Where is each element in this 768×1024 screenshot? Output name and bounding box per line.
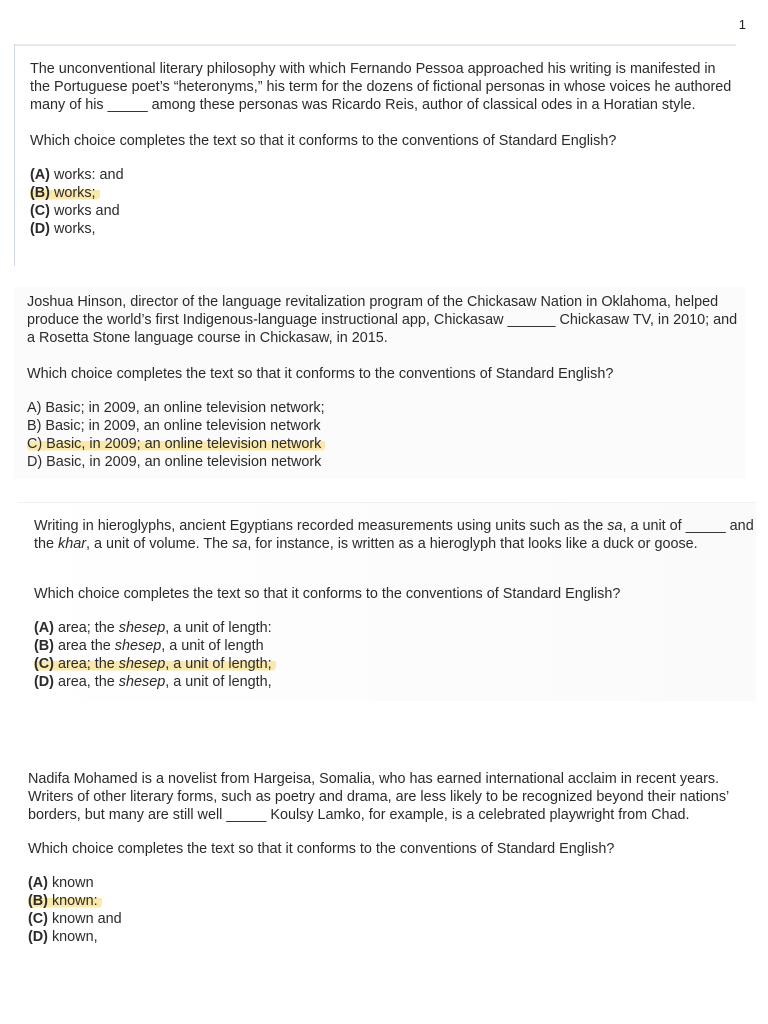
passage-text: , a unit of _____ and the: [34, 518, 754, 552]
option-text: area; the: [53, 620, 119, 636]
highlight-mark: [28, 893, 102, 909]
highlight-mark: [34, 656, 276, 672]
answer-option-c[interactable]: [30, 202, 736, 220]
option-letter: (C): [34, 656, 54, 672]
passage-text: , for instance, is written as a hieroglyph that looks like a duck or goose.: [247, 536, 698, 552]
answer-option-c[interactable]: [27, 435, 745, 453]
option-text: , a unit of length,: [165, 674, 272, 690]
option-text: , a unit of length;: [165, 656, 272, 672]
answer-option-d[interactable]: [30, 220, 736, 238]
answer-option-a[interactable]: [28, 874, 746, 892]
option-text: area; the: [53, 656, 119, 672]
option-text: known:: [47, 893, 98, 909]
question-2-prompt: Which choice completes the text so that it conforms to the conventions of Standard English?: [27, 366, 614, 382]
passage-term: sa: [232, 536, 248, 552]
option-text: works;: [49, 185, 96, 201]
answer-option-b[interactable]: [34, 637, 756, 655]
question-3: [18, 502, 756, 701]
option-text: area the: [53, 638, 115, 654]
option-letter: (D): [30, 221, 50, 237]
option-text: works,: [49, 221, 96, 237]
question-4-passage: Nadifa Mohamed is a novelist from Hargeisa, Somalia, who has earned international acclaim in recent years. Writers of other literary forms, such as poetry and drama, are less likely to be recognized beyond their nations’ borders, but many are still well _____ Koulsy Lamko, for example, is a celebrated playwright from Chad.: [28, 771, 729, 823]
question-3-options: [34, 619, 756, 691]
option-text: , a unit of length: [161, 638, 264, 654]
option-term: shesep: [118, 656, 166, 672]
question-2-options: [27, 399, 745, 471]
answer-option-a[interactable]: A) Basic; in 2009, an online television network;: [27, 400, 325, 416]
option-letter: (D): [28, 929, 48, 945]
question-3-passage: [34, 517, 756, 553]
option-term: shesep: [118, 620, 166, 636]
highlight-mark: [30, 185, 100, 201]
option-letter: (A): [34, 620, 54, 636]
answer-option-b[interactable]: [28, 892, 746, 910]
question-2-passage: Joshua Hinson, director of the language revitalization program of the Chickasaw Nation in Oklahoma, helped produce the world’s first Indigenous-language instructional app, Chickasaw ______ Chickasaw TV, in 2010; and a Rosetta Stone language course in Chickasaw, in 2015.: [27, 294, 738, 346]
passage-text: Writing in hieroglyphs, ancient Egyptians recorded measurements using units such as the: [34, 518, 608, 534]
question-1-prompt: Which choice completes the text so that it conforms to the conventions of Standard English?: [30, 133, 617, 149]
answer-option-c[interactable]: [34, 655, 756, 673]
question-1-options: [30, 166, 736, 238]
answer-option-c[interactable]: [28, 910, 746, 928]
question-1-passage: The unconventional literary philosophy with which Fernando Pessoa approached his writing is manifested in the Portuguese poet’s “heteronyms,” his term for the dozens of fictional personas in whose voices he authored many of his _____ among these personas was Ricardo Reis, author of classical odes in a Horatian style.: [30, 61, 732, 113]
option-text: , a unit of length:: [165, 620, 272, 636]
question-1: [14, 44, 736, 266]
option-letter: (D): [34, 674, 54, 690]
passage-term: khar: [58, 536, 87, 552]
option-letter: (C): [28, 911, 48, 927]
option-text: works and: [49, 203, 120, 219]
option-letter: (A): [30, 167, 50, 183]
option-letter: (B): [30, 185, 50, 201]
option-text: area, the: [53, 674, 119, 690]
highlight-mark: C) Basic, in 2009; an online television network: [27, 436, 325, 452]
answer-option-a[interactable]: [34, 619, 756, 637]
option-text: known and: [47, 911, 122, 927]
answer-option-d[interactable]: [34, 673, 756, 691]
question-4-prompt: Which choice completes the text so that it conforms to the conventions of Standard English?: [28, 841, 615, 857]
question-3-prompt: Which choice completes the text so that it conforms to the conventions of Standard English?: [34, 586, 621, 602]
answer-option-a[interactable]: [30, 166, 736, 184]
passage-term: sa: [607, 518, 623, 534]
option-text: known,: [47, 929, 98, 945]
question-4: [14, 770, 746, 946]
option-text: known: [47, 875, 94, 891]
answer-option-d[interactable]: [28, 928, 746, 946]
option-letter: (B): [34, 638, 54, 654]
question-4-options: [28, 874, 746, 946]
passage-text: , a unit of volume. The: [86, 536, 233, 552]
option-letter: (A): [28, 875, 48, 891]
option-letter: (C): [30, 203, 50, 219]
option-term: shesep: [114, 638, 162, 654]
page-number: 1: [738, 17, 746, 32]
answer-option-d[interactable]: D) Basic, in 2009, an online television network: [27, 454, 322, 470]
answer-option-b[interactable]: B) Basic; in 2009, an online television network: [27, 418, 321, 434]
option-term: shesep: [118, 674, 166, 690]
question-2: [14, 287, 745, 479]
option-text: works: and: [49, 167, 124, 183]
option-letter: (B): [28, 893, 48, 909]
answer-option-b[interactable]: [30, 184, 736, 202]
